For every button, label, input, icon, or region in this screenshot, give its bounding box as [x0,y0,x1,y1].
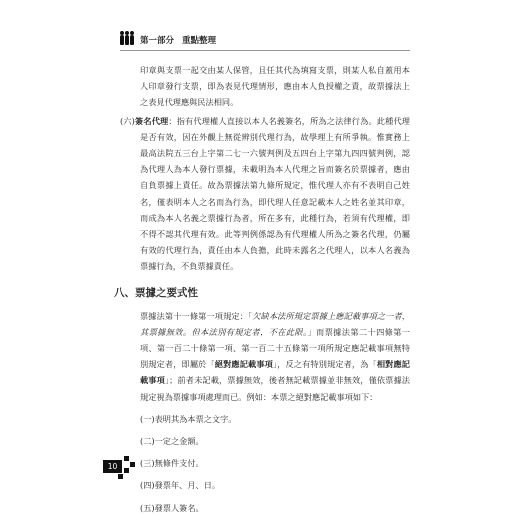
para-bold-1: 絕對應記載事項 [214,359,273,370]
header-part: 第一部分 [140,36,175,46]
decorative-square [124,456,129,461]
header-divider [120,50,410,51]
para-text-2: 」而票據法第二十四條第一項、第一百二十條第一項、第一百二十五條第一項所規定應記載事項無特別規定者，即屬於「 [140,326,410,370]
list-item: (三)無條件支付。 [140,458,204,469]
section-heading [114,285,410,300]
para-text-3: 」，反之有特別規定者，為「 [272,359,377,370]
decorative-square [130,462,135,467]
running-header [120,32,216,48]
section-paragraph [120,308,410,405]
page-number [103,460,122,473]
para-bold-2: 相對應記載事項 [140,359,410,386]
decorative-square [124,468,129,473]
list-item: (四)發票年、月、日。 [140,480,221,491]
section-number: 八、 [114,286,135,299]
item-six-text: ：指有代理權人直接以本人名義簽名，所為之法律行為。此種代理是否有效，因在外觀上無從辨別代理行為，故學理上有所爭執。惟實務上最高法院五三台上字第二七一六號判例及五四台上字第九四四號判例，認為代理人為本人發行票據，未載明為本人代理之旨而簽名於票據者，應由自負票據上責任。故為票據法第九條所規定，惟代理人亦有不表明自己姓名，僅表明本人之名而為行為，即代理人任意記載本人之姓名並其印章，而成為本人名義之票據行為者，所在多有，此種行為，若須有代理權，即不得不認其代理有效。此等判例係認為有代理權人所為之簽名代理，仍屬有效的代理行為，責任由本人負擔，此時未露名之代理人，以本人名義為票據行為，不負票據責任。 [140,115,410,272]
para-text-1: 票據法第十一條第一項規定：「 [140,310,253,321]
item-six-label: (六) [120,115,135,126]
para-text-4: 」；前者未記載，票據無效，後者無記載票據並非無效，僅依票據法規定視為票據事項處理而已。例如：本票之絕對應記載事項如下： [140,375,410,402]
section-title: 票據之要式性 [135,286,198,299]
list-item: (二)一定之金額。 [140,436,204,447]
continuation-paragraph: 印章與支票一起交由某人保管，且任其代為填寫支票，則某人私自蓋用本人印章發行支票，即為表見代理情形，應由本人負授權之責，故票據法上之表見代理應與民法相同。 [140,65,410,108]
list-item: (五)發票人簽名。 [140,502,204,513]
decorative-square [118,474,123,479]
people-icon [120,35,134,45]
para-quote: 欠缺本法所規定票據上應記載事項之一者，其票據無效。但本法別有規定者，不在此限。 [140,310,410,337]
item-six-paragraph [120,113,410,275]
header-title: 重點整理 [182,36,217,46]
page-number-text: 10 [107,462,118,471]
item-six-term: 簽名代理 [134,115,169,126]
list-item: (一)表明其為本票之文字。 [140,413,237,424]
requirements-list [120,411,410,516]
page-body [114,62,410,522]
